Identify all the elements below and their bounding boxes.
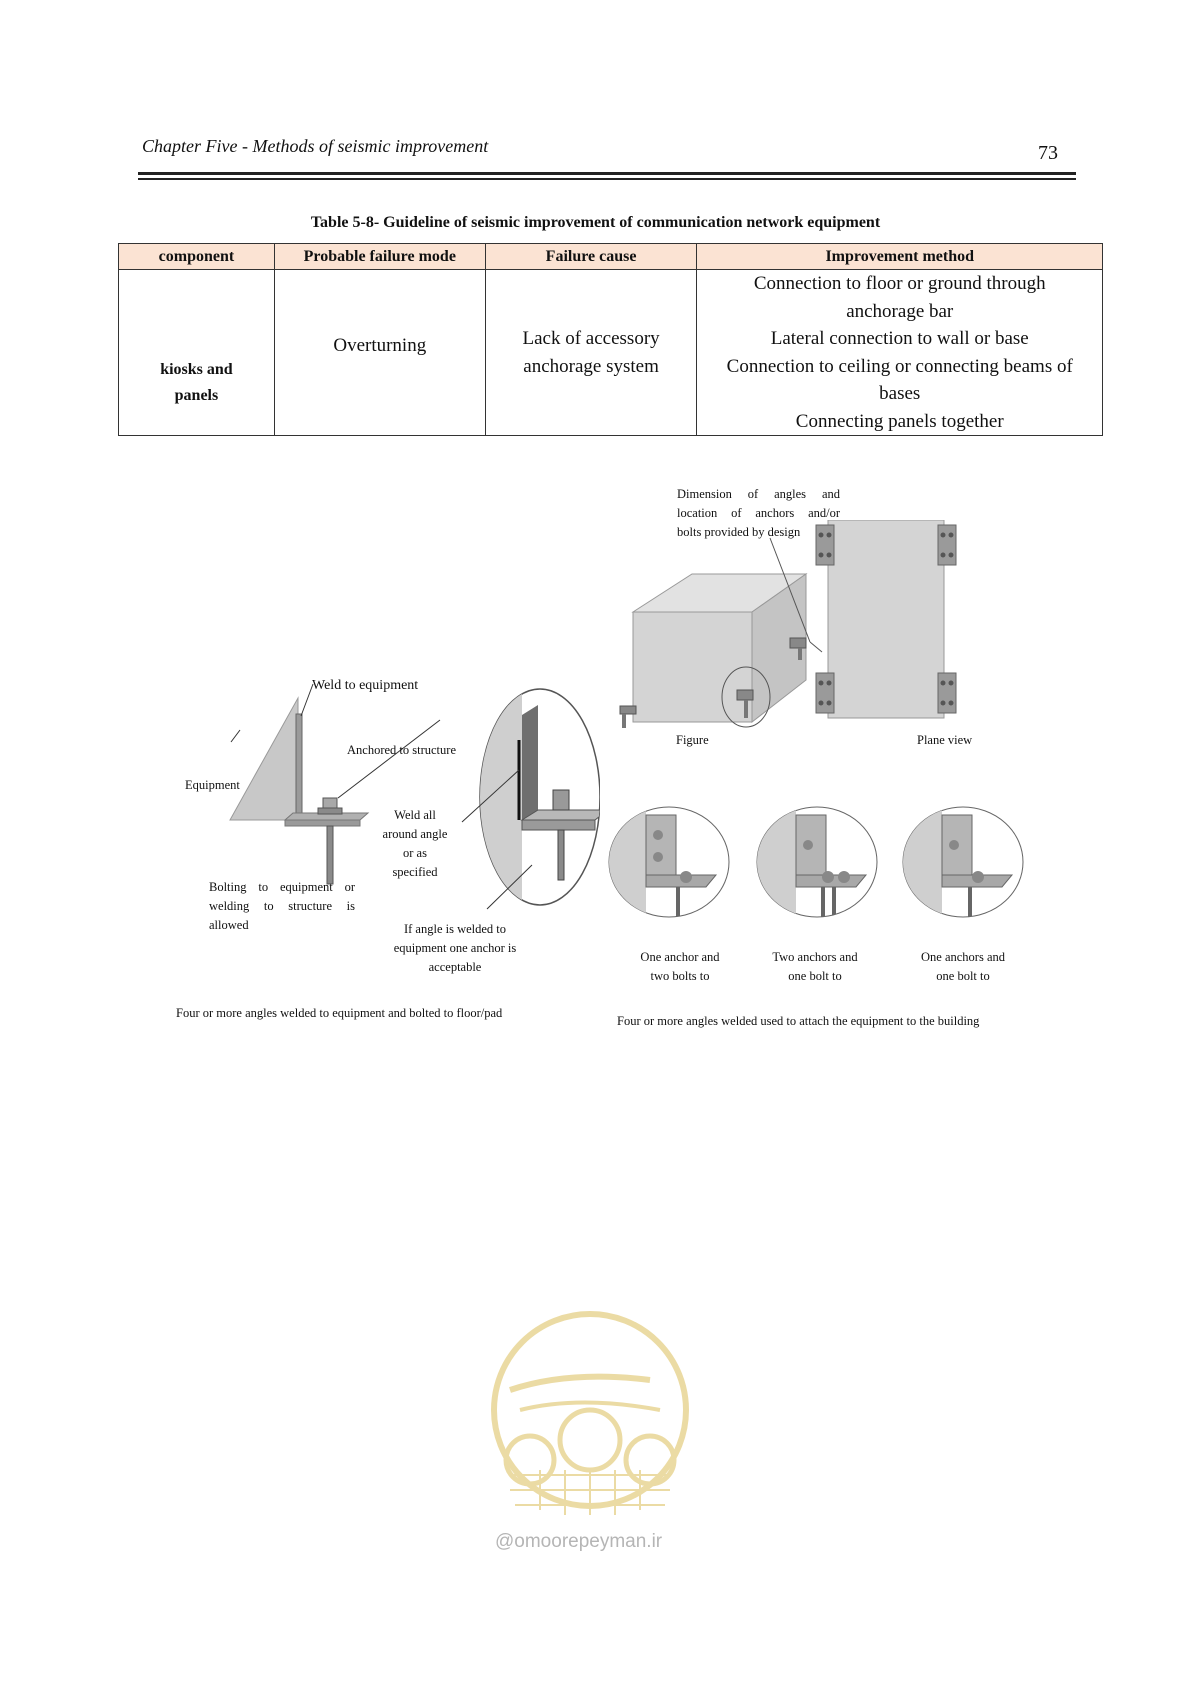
cell-failure-mode <box>274 270 485 436</box>
anchor-details-drawing <box>606 805 1026 935</box>
table-row <box>119 270 1103 436</box>
watermark-logo <box>480 1310 700 1550</box>
column-header: Probable failure mode <box>274 244 485 270</box>
label-anchored-to-structure: Anchored to structure <box>347 743 456 757</box>
label-equipment: Equipment <box>185 778 240 792</box>
weld-line: around angle <box>382 827 448 841</box>
detail-line: One anchor and <box>640 950 720 964</box>
label-weld-all-around <box>370 806 460 882</box>
weld-line: or as <box>403 846 427 860</box>
bolting-line: welding to structure is <box>209 899 355 913</box>
angle-line: acceptable <box>428 960 482 974</box>
angle-line: If angle is welded to <box>403 922 507 936</box>
label-dimension-note <box>677 485 840 542</box>
header-rule-thin <box>138 178 1076 180</box>
method-line: Connection to ceiling or connecting beams of <box>726 355 1073 377</box>
equipment-shape <box>230 698 298 820</box>
column-header: Improvement method <box>697 244 1103 270</box>
right-figure-caption: Four or more angles welded used to attach the equipment to the building <box>617 1014 980 1028</box>
component-line: panels <box>174 386 219 404</box>
component-line: kiosks and <box>160 360 233 378</box>
header-rule <box>138 172 1076 175</box>
plane-bracket <box>938 525 956 565</box>
table-caption: Table 5-8- Guideline of seismic improvement of communication network equipment <box>310 214 881 231</box>
detail-line: one bolt to <box>936 969 990 983</box>
detail-two-anchors <box>756 805 877 927</box>
method-line: anchorage bar <box>846 300 954 322</box>
detail-line: Two anchors and <box>772 950 858 964</box>
left-figure-caption: Four or more angles welded to equipment and bolted to floor/pad <box>176 1006 503 1020</box>
cause-line: Lack of accessory <box>522 327 660 349</box>
method-line: bases <box>879 383 921 404</box>
detail-one-anchor <box>606 805 729 927</box>
guideline-table <box>118 243 1103 436</box>
cell-failure-cause <box>485 270 697 436</box>
label-if-angle-welded <box>380 920 530 977</box>
weld-line: specified <box>392 865 438 879</box>
watermark-site: @omoorepeyman.ir <box>495 1531 663 1552</box>
chapter-title: Chapter Five - Methods of seismic improvement <box>142 136 489 156</box>
failure-mode-text: Overturning <box>333 334 427 356</box>
label-detail-2 <box>755 948 875 995</box>
bolting-line: allowed <box>209 918 249 932</box>
label-bolting <box>209 878 355 935</box>
cell-component <box>119 270 275 436</box>
column-header: Failure cause <box>485 244 697 270</box>
box-front <box>633 612 752 722</box>
detail-one-anchor-one-bolt <box>902 805 1023 927</box>
angle-vertical-leg <box>296 714 302 822</box>
bolting-line: Bolting to equipment or <box>209 880 355 894</box>
label-detail-3 <box>903 948 1023 995</box>
detail-line: one bolt to <box>788 969 842 983</box>
angle-line: equipment one anchor is <box>393 941 517 955</box>
label-figure: Figure <box>676 733 709 747</box>
equipment-box-drawing <box>600 520 1030 750</box>
column-header: component <box>119 244 275 270</box>
weld-line: Weld all <box>394 808 436 822</box>
plane-view-rect <box>828 520 944 718</box>
method-line: Connecting panels together <box>795 410 1004 432</box>
dimension-line: bolts provided by design <box>677 525 801 539</box>
table-header-row <box>119 244 1103 270</box>
cell-improvement-method <box>697 270 1103 436</box>
plane-bracket <box>816 673 834 713</box>
anchor-bolt <box>327 826 333 884</box>
method-line: Lateral connection to wall or base <box>770 328 1029 349</box>
dimension-line: location of anchors and/or <box>677 506 840 520</box>
label-plane-view: Plane view <box>917 733 973 747</box>
page-number: 73 <box>1038 142 1058 164</box>
cause-line: anchorage system <box>523 355 659 377</box>
detail-line: two bolts to <box>650 969 710 983</box>
plane-bracket <box>938 673 956 713</box>
dimension-line: Dimension of angles and <box>677 487 840 501</box>
detail-line: One anchors and <box>921 950 1005 964</box>
method-line: Connection to floor or ground through <box>753 273 1046 294</box>
label-weld-to-equipment: Weld to equipment <box>312 678 419 693</box>
label-detail-1 <box>620 948 740 995</box>
